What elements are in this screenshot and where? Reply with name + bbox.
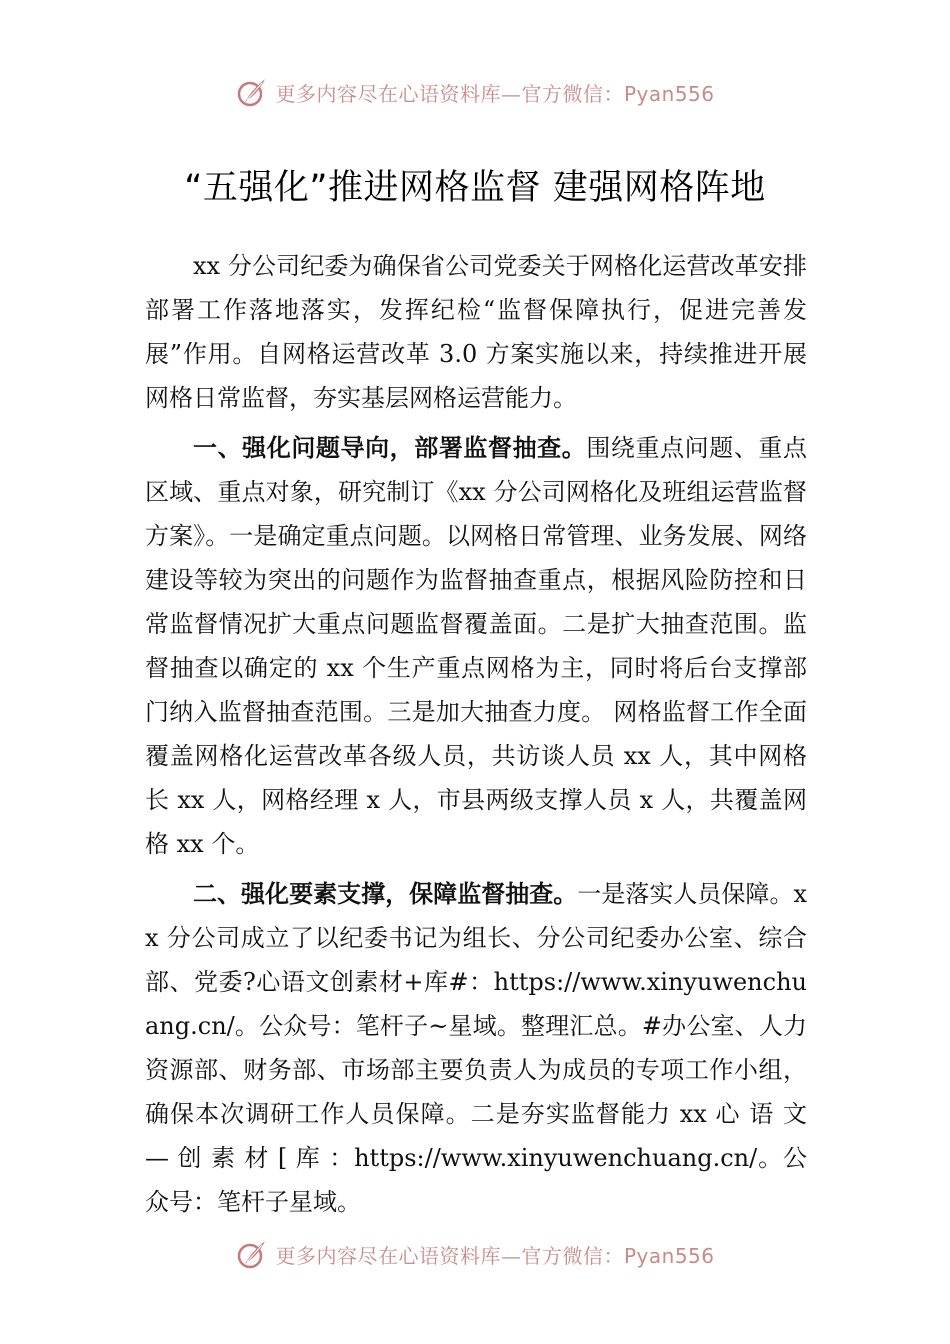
document-title: “五强化”推进网格监督 建强网格阵地	[184, 168, 766, 208]
feather-logo-icon	[235, 75, 269, 109]
header-watermark	[0, 72, 950, 112]
section-heading: 二、强化要素支撑，保障监督抽查。	[193, 880, 578, 908]
paragraph-body: 一是落实人员保障。xx 分公司成立了以纪委书记为组长、分公司纪委办公室、综合部、党委?心语文创素材+库#：https://www.xinyuwenchuang.cn/。公众号：笔杆子~星域。整理汇总。#办公室、人力资源部、财务部、市场部主要负责人为成员的专项工作小组，确保本次调研工作人员保障。二是夯实监督能力 xx 心 语 文 — 创 素 材 [ 库 ：https://www.xinyuwenchuang.cn/。公众号：笔杆子星域。	[145, 880, 807, 1216]
watermark-text: 更多内容尽在心语资料库—官方微信：Pyan556	[275, 81, 715, 106]
watermark-text: 更多内容尽在心语资料库—官方微信：Pyan556	[275, 1243, 715, 1268]
paragraph-body: 围绕重点问题、重点区域、重点对象，研究制订《xx 分公司网格化及班组运营监督方案》。一是确定重点问题。以网格日常管理、业务发展、网络建设等较为突出的问题作为监督抽查重点，根据风险防控和日常监督情况扩大重点问题监督覆盖面。二是扩大抽查范围。监督抽查以确定的 xx 个生产重点网格为主，同时将后台支撑部门纳入监督抽查范围。三是加大抽查力度。 网格监督工作全面覆盖网格化运营改革各级人员，共访谈人员 xx 人，其中网格长 xx 人，网格经理 x 人，市县两级支撑人员 x 人，共覆盖网格 xx 个。	[145, 434, 808, 858]
section-heading: 一、强化问题导向，部署监督抽查。	[193, 434, 587, 462]
paragraph-intro	[145, 244, 807, 420]
feather-logo-icon	[235, 1237, 269, 1271]
footer-watermark	[0, 1234, 950, 1274]
document-body	[145, 244, 807, 1230]
paragraph-body: xx 分公司纪委为确保省公司党委关于网格化运营改革安排部署工作落地落实，发挥纪检“监督保障执行，促进完善发展”作用。自网格运营改革 3.0 方案实施以来，持续推进开展网格日常监督，夯实基层网格运营能力。	[145, 252, 807, 412]
paragraph-section-1	[145, 426, 807, 866]
paragraph-section-2	[145, 872, 807, 1224]
